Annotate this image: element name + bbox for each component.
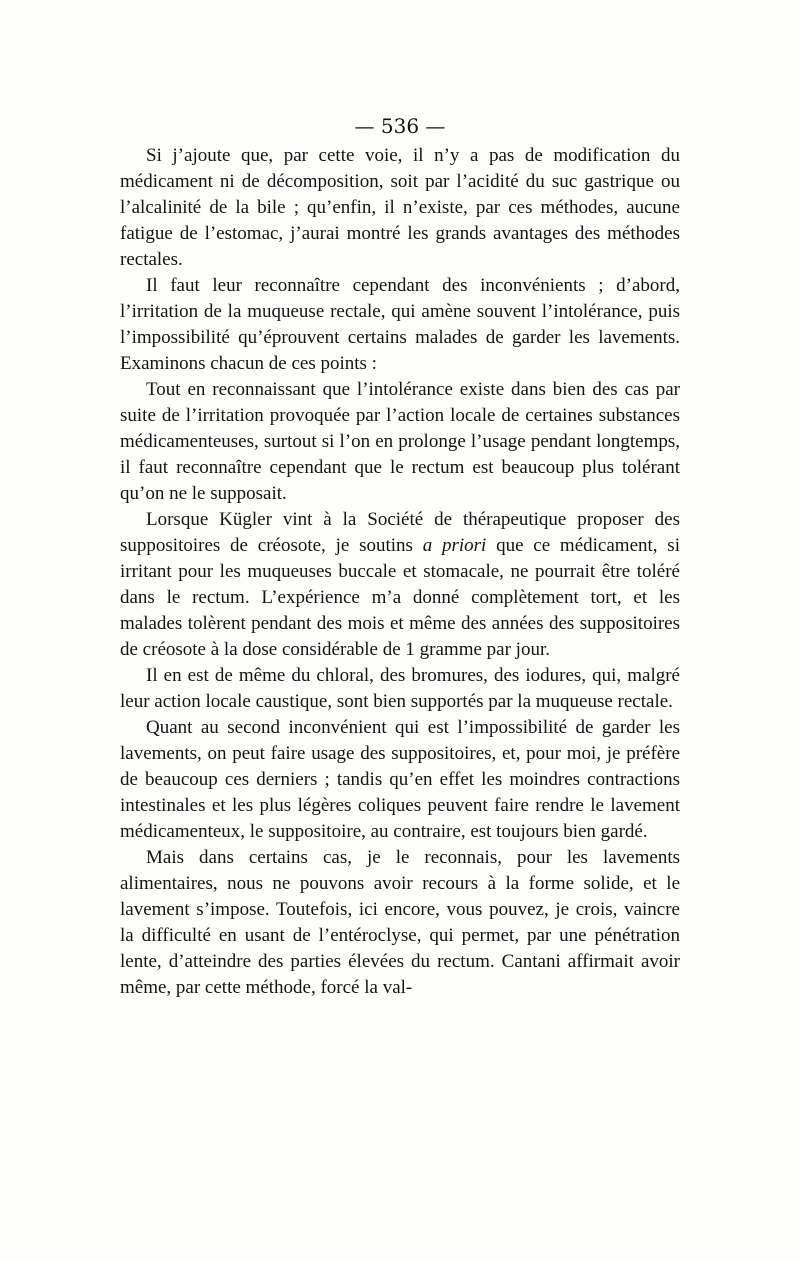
paragraph-inconveniences: Il faut leur reconnaître cependant des inconvénients ; d’abord, l’irritation de la muqueuse rectale, qui amène souvent l’intolérance, puis l’impossibilité qu’éprouvent certains malades de garder les lavements. Examinons chacun de ces points : [120,275,680,374]
body-text [120,143,680,1001]
paragraph-chloral: Il en est de même du chloral, des bromures, des iodures, qui, malgré leur action locale caustique, sont bien supportés par la muqueuse rectale. [120,665,680,712]
paragraph-advantages: Si j’ajoute que, par cette voie, il n’y a pas de modification du médicament ni de décomposition, soit par l’acidité du suc gastrique ou l’alcalinité de la bile ; qu’enfin, il n’existe, par ces méthodes, aucune fatigue de l’estomac, j’aurai montré les grands avantages des méthodes rectales. [120,145,680,270]
page-number: — 536 — [354,114,446,138]
paragraph-kugler [120,507,680,663]
paragraph-suppositories: Quant au second inconvénient qui est l’impossibilité de garder les lavements, on peut faire usage des suppositoires, et, pour moi, je préfère de beaucoup ces derniers ; tandis qu’en effet les moindres contractions intestinales et les plus légères coliques peuvent faire rendre le lavement médicamenteux, le suppositoire, au contraire, est toujours bien gardé. [120,717,680,842]
a-priori-emphasis: a priori [422,535,487,556]
paragraph-kugler-start: Lorsque Kügler vint à la Société de thérapeutique proposer des suppositoires de créosote, je soutins [120,509,680,556]
paragraph-intolerance: Tout en reconnaissant que l’intolérance existe dans bien des cas par suite de l’irritation provoquée par l’action locale de certaines substances médicamenteuses, surtout si l’on en prolonge l’usage pendant longtemps, il faut reconnaître cependant que le rectum est beaucoup plus tolérant qu’on ne le supposait. [120,379,680,504]
paragraph-enteroclysis: Mais dans certains cas, je le reconnais, pour les lavements alimentaires, nous ne pouvons avoir recours à la forme solide, et le lavement s’impose. Toutefois, ici encore, vous pouvez, je crois, vaincre la difficulté en usant de l’entéroclyse, qui permet, par une pénétration lente, d’atteindre des parties élevées du rectum. Cantani affirmait avoir même, par cette méthode, forcé la val- [120,847,680,998]
paragraph-kugler-end: que ce médicament, si irritant pour les muqueuses buccale et stomacale, ne pourrait être toléré dans le rectum. L’expérience m’a donné complètement tort, et les malades tolèrent pendant des mois et même des années des suppositoires de créosote à la dose considérable de 1 gramme par jour. [120,535,680,660]
